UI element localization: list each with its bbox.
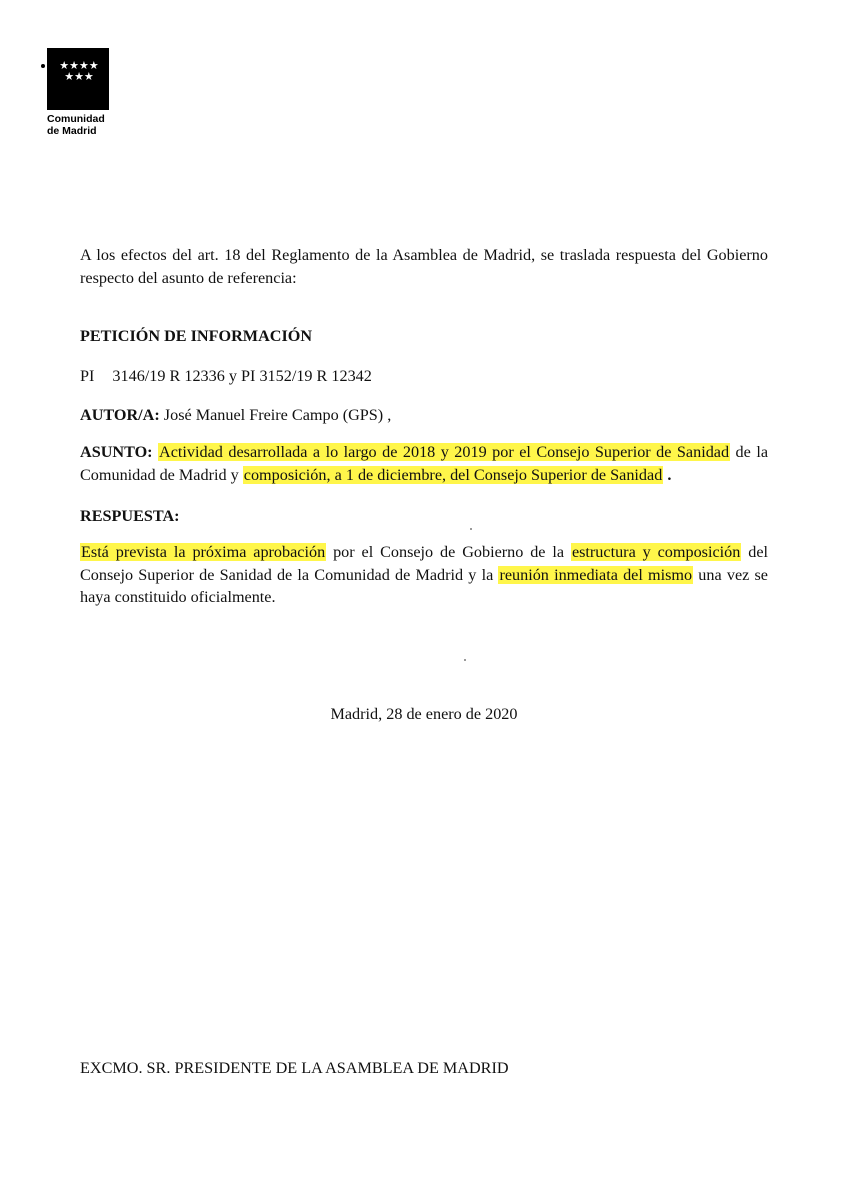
recipient-line: EXCMO. SR. PRESIDENTE DE LA ASAMBLEA DE MADRID (80, 1059, 509, 1077)
scan-speck (464, 659, 466, 661)
respuesta-text-2: por el Consejo de Gobierno de la (326, 543, 571, 561)
pi-prefix: PI (80, 367, 95, 385)
logo-emblem (47, 48, 109, 110)
asunto-highlight-1: Actividad desarrollada a lo largo de 2018 y 2019 por el Consejo Superior de Sanidad (159, 443, 730, 461)
respuesta-text-6: una vez se haya constituido oficialmente. (80, 565, 768, 606)
logo-stars-row-1: ★★★★ (59, 59, 99, 72)
respuesta-heading: RESPUESTA: (80, 507, 180, 525)
asunto-paragraph (80, 441, 768, 486)
logo-text-line-2: de Madrid (47, 124, 97, 137)
date-line: Madrid, 28 de enero de 2020 (330, 705, 518, 723)
scan-speck (470, 528, 472, 530)
asunto-highlight-2: composición, a 1 de diciembre, del Consejo Superior de Sanidad (243, 465, 663, 484)
author-line (80, 404, 768, 427)
respuesta-paragraph (80, 541, 768, 609)
stars-icon (53, 60, 105, 82)
asunto-text-2: de la Comunidad de Madrid y (80, 443, 769, 484)
comunidad-de-madrid-logo (47, 48, 111, 137)
logo-text (47, 114, 111, 137)
logo-dot (41, 64, 45, 68)
respuesta-highlight-3: reunión inmediata del mismo (499, 565, 693, 584)
asunto-text-end: . (663, 465, 672, 484)
author-value: José Manuel Freire Campo (GPS) , (159, 406, 392, 424)
respuesta-text-4: del Consejo Superior de Sanidad de la Comunidad de Madrid y la (80, 543, 769, 584)
author-label: AUTOR/A: (80, 406, 160, 424)
respuesta-highlight-1: Está prevista la próxima aprobación (81, 543, 326, 561)
logo-text-line-1: Comunidad (47, 113, 105, 125)
intro-paragraph: A los efectos del art. 18 del Reglamento de la Asamblea de Madrid, se traslada respuesta del Gobierno respecto del asunto de referencia: (80, 246, 768, 287)
pi-reference-line (80, 365, 768, 388)
pi-references: 3146/19 R 12336 y PI 3152/19 R 12342 (112, 367, 372, 385)
asunto-label: ASUNTO: (80, 443, 153, 461)
logo-stars-row-2: ★★★ (64, 70, 94, 83)
peticion-heading: PETICIÓN DE INFORMACIÓN (80, 327, 313, 345)
respuesta-highlight-2: estructura y composición (571, 543, 741, 561)
